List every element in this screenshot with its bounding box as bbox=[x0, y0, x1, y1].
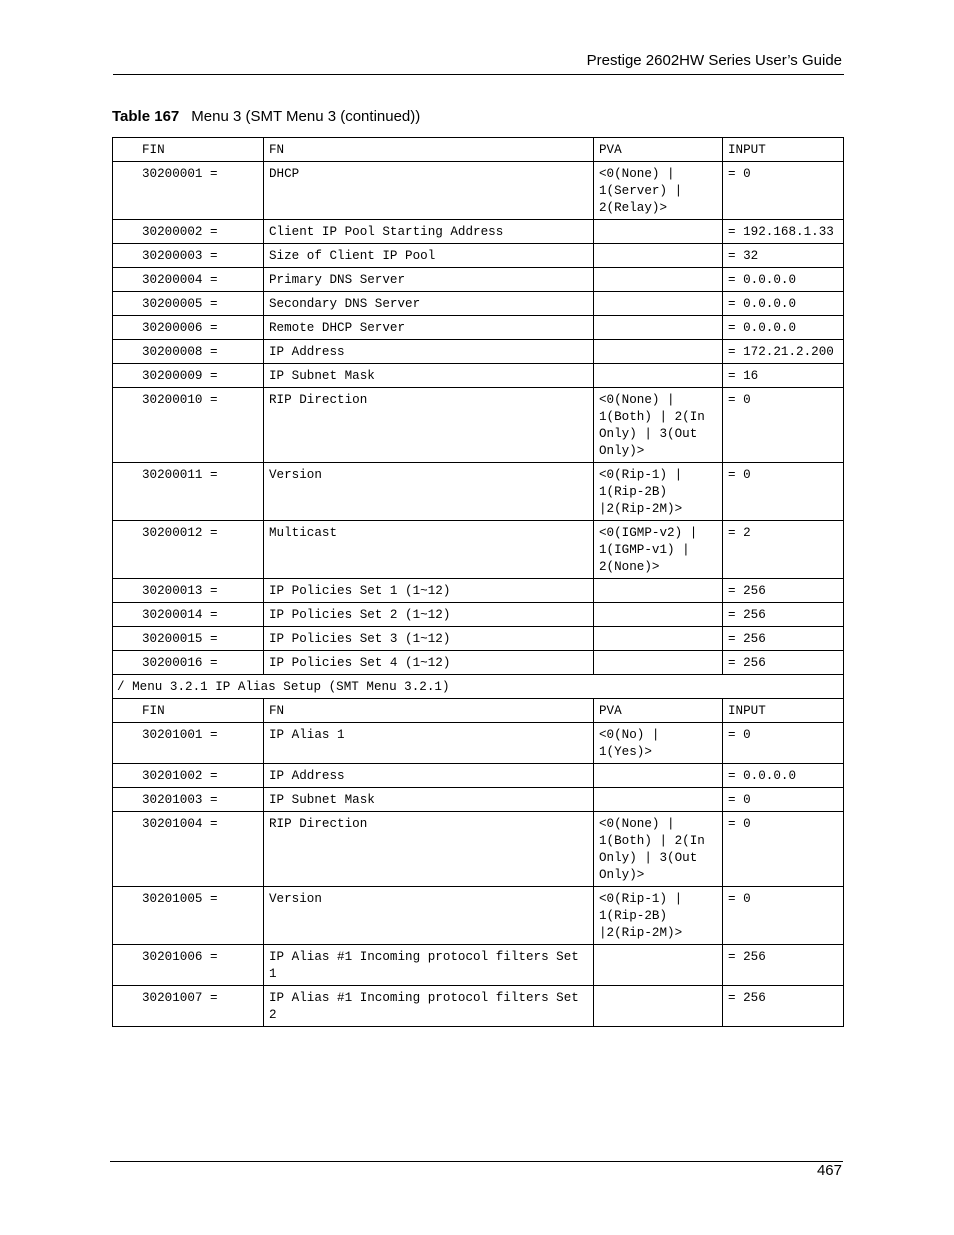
table-row bbox=[113, 220, 844, 244]
cell-fn: IP Policies Set 3 (1~12) bbox=[264, 627, 594, 651]
table-header-row bbox=[113, 699, 844, 723]
table-caption-label: Table 167 bbox=[112, 108, 180, 125]
smt-menu-table bbox=[112, 137, 844, 1027]
cell-pva bbox=[594, 292, 723, 316]
cell-pva bbox=[594, 627, 723, 651]
table-row bbox=[113, 887, 844, 945]
table-row bbox=[113, 244, 844, 268]
header-rule bbox=[113, 74, 844, 75]
table-row bbox=[113, 764, 844, 788]
column-header-input: INPUT bbox=[723, 138, 844, 162]
cell-pva bbox=[594, 268, 723, 292]
cell-input: = 256 bbox=[723, 986, 844, 1027]
column-header-fin: FIN bbox=[113, 138, 264, 162]
cell-pva bbox=[594, 764, 723, 788]
table-row bbox=[113, 788, 844, 812]
cell-fn: IP Alias #1 Incoming protocol filters Set 2 bbox=[264, 986, 594, 1027]
cell-input: = 0 bbox=[723, 887, 844, 945]
section-title: / Menu 3.2.1 IP Alias Setup (SMT Menu 3.2.1) bbox=[113, 675, 844, 699]
cell-input: = 0 bbox=[723, 812, 844, 887]
cell-fin: 30201001 = bbox=[113, 723, 264, 764]
table-body bbox=[113, 138, 844, 1027]
cell-input: = 0.0.0.0 bbox=[723, 292, 844, 316]
cell-fn: IP Policies Set 4 (1~12) bbox=[264, 651, 594, 675]
table-row bbox=[113, 316, 844, 340]
cell-fin: 30201006 = bbox=[113, 945, 264, 986]
table-row bbox=[113, 364, 844, 388]
cell-fn: IP Alias 1 bbox=[264, 723, 594, 764]
cell-fin: 30200004 = bbox=[113, 268, 264, 292]
cell-fin: 30200008 = bbox=[113, 340, 264, 364]
table-row bbox=[113, 651, 844, 675]
cell-input: = 256 bbox=[723, 603, 844, 627]
cell-fn: IP Address bbox=[264, 764, 594, 788]
cell-fn: Primary DNS Server bbox=[264, 268, 594, 292]
cell-input: = 0 bbox=[723, 723, 844, 764]
column-header-fin: FIN bbox=[113, 699, 264, 723]
cell-pva bbox=[594, 945, 723, 986]
column-header-pva: PVA bbox=[594, 138, 723, 162]
cell-input: = 0.0.0.0 bbox=[723, 316, 844, 340]
cell-fn: IP Address bbox=[264, 340, 594, 364]
cell-pva bbox=[594, 220, 723, 244]
cell-input: = 256 bbox=[723, 945, 844, 986]
cell-fn: Size of Client IP Pool bbox=[264, 244, 594, 268]
cell-input: = 32 bbox=[723, 244, 844, 268]
cell-pva: <0(None) | 1(Both) | 2(In Only) | 3(Out Only)> bbox=[594, 812, 723, 887]
table-row bbox=[113, 723, 844, 764]
cell-fin: 30201005 = bbox=[113, 887, 264, 945]
cell-input: = 0.0.0.0 bbox=[723, 764, 844, 788]
cell-fin: 30201007 = bbox=[113, 986, 264, 1027]
cell-pva: <0(None) | 1(Both) | 2(In Only) | 3(Out Only)> bbox=[594, 388, 723, 463]
footer-rule bbox=[110, 1161, 843, 1162]
cell-fn: IP Subnet Mask bbox=[264, 364, 594, 388]
cell-input: = 192.168.1.33 bbox=[723, 220, 844, 244]
cell-fn: Version bbox=[264, 887, 594, 945]
table-row bbox=[113, 463, 844, 521]
cell-pva bbox=[594, 340, 723, 364]
cell-input: = 16 bbox=[723, 364, 844, 388]
cell-fn: Remote DHCP Server bbox=[264, 316, 594, 340]
cell-input: = 0 bbox=[723, 788, 844, 812]
cell-fn: Multicast bbox=[264, 521, 594, 579]
cell-pva: <0(None) | 1(Server) | 2(Relay)> bbox=[594, 162, 723, 220]
cell-pva bbox=[594, 603, 723, 627]
cell-fin: 30200015 = bbox=[113, 627, 264, 651]
cell-fn: IP Subnet Mask bbox=[264, 788, 594, 812]
cell-input: = 2 bbox=[723, 521, 844, 579]
cell-input: = 256 bbox=[723, 651, 844, 675]
cell-fin: 30200009 = bbox=[113, 364, 264, 388]
cell-pva bbox=[594, 364, 723, 388]
table-row bbox=[113, 388, 844, 463]
cell-fin: 30200016 = bbox=[113, 651, 264, 675]
cell-pva: <0(No) | 1(Yes)> bbox=[594, 723, 723, 764]
table-row bbox=[113, 603, 844, 627]
cell-input: = 0 bbox=[723, 388, 844, 463]
cell-fin: 30200002 = bbox=[113, 220, 264, 244]
cell-fin: 30200011 = bbox=[113, 463, 264, 521]
cell-fin: 30200003 = bbox=[113, 244, 264, 268]
column-header-fn: FN bbox=[264, 699, 594, 723]
cell-fn: Secondary DNS Server bbox=[264, 292, 594, 316]
table-row bbox=[113, 521, 844, 579]
cell-input: = 256 bbox=[723, 627, 844, 651]
cell-fin: 30201004 = bbox=[113, 812, 264, 887]
cell-pva: <0(Rip-1) | 1(Rip-2B) |2(Rip-2M)> bbox=[594, 887, 723, 945]
cell-pva bbox=[594, 579, 723, 603]
cell-pva: <0(IGMP-v2) | 1(IGMP-v1) | 2(None)> bbox=[594, 521, 723, 579]
table-row bbox=[113, 268, 844, 292]
cell-input: = 172.21.2.200 bbox=[723, 340, 844, 364]
table-row bbox=[113, 292, 844, 316]
cell-fn: IP Policies Set 1 (1~12) bbox=[264, 579, 594, 603]
cell-fn: RIP Direction bbox=[264, 812, 594, 887]
cell-fin: 30200006 = bbox=[113, 316, 264, 340]
table-row bbox=[113, 340, 844, 364]
cell-fin: 30200010 = bbox=[113, 388, 264, 463]
cell-pva bbox=[594, 651, 723, 675]
table-row bbox=[113, 986, 844, 1027]
table-row bbox=[113, 162, 844, 220]
cell-fn: Client IP Pool Starting Address bbox=[264, 220, 594, 244]
cell-fn: Version bbox=[264, 463, 594, 521]
table-row bbox=[113, 627, 844, 651]
cell-fin: 30201003 = bbox=[113, 788, 264, 812]
cell-fin: 30200014 = bbox=[113, 603, 264, 627]
cell-fin: 30200001 = bbox=[113, 162, 264, 220]
cell-pva bbox=[594, 788, 723, 812]
cell-fn: IP Alias #1 Incoming protocol filters Set 1 bbox=[264, 945, 594, 986]
page-number: 467 bbox=[816, 1162, 842, 1179]
cell-input: = 0 bbox=[723, 162, 844, 220]
cell-pva bbox=[594, 316, 723, 340]
cell-input: = 256 bbox=[723, 579, 844, 603]
cell-fin: 30200012 = bbox=[113, 521, 264, 579]
column-header-input: INPUT bbox=[723, 699, 844, 723]
column-header-fn: FN bbox=[264, 138, 594, 162]
table-row bbox=[113, 945, 844, 986]
cell-fin: 30201002 = bbox=[113, 764, 264, 788]
cell-fin: 30200005 = bbox=[113, 292, 264, 316]
cell-fin: 30200013 = bbox=[113, 579, 264, 603]
cell-fn: IP Policies Set 2 (1~12) bbox=[264, 603, 594, 627]
table-row bbox=[113, 579, 844, 603]
cell-fn: DHCP bbox=[264, 162, 594, 220]
cell-pva bbox=[594, 244, 723, 268]
section-row bbox=[113, 675, 844, 699]
table-caption bbox=[112, 108, 420, 125]
table-caption-text: Menu 3 (SMT Menu 3 (continued)) bbox=[191, 108, 421, 125]
cell-input: = 0 bbox=[723, 463, 844, 521]
table-header-row bbox=[113, 138, 844, 162]
table-row bbox=[113, 812, 844, 887]
cell-fn: RIP Direction bbox=[264, 388, 594, 463]
cell-input: = 0.0.0.0 bbox=[723, 268, 844, 292]
cell-pva bbox=[594, 986, 723, 1027]
running-header-title: Prestige 2602HW Series User’s Guide bbox=[586, 52, 842, 69]
column-header-pva: PVA bbox=[594, 699, 723, 723]
cell-pva: <0(Rip-1) | 1(Rip-2B) |2(Rip-2M)> bbox=[594, 463, 723, 521]
